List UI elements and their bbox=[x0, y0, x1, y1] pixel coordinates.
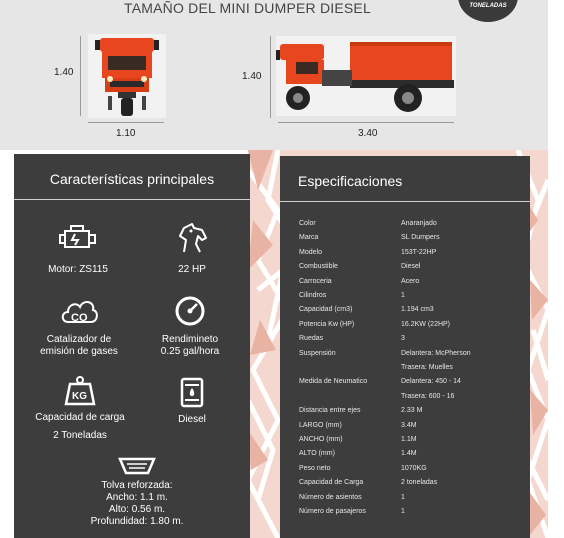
spec-value: 3.4M bbox=[401, 421, 417, 429]
spec-key: ANCHO (mm) bbox=[299, 436, 343, 443]
horse-icon bbox=[174, 222, 210, 254]
spec-value: 2 toneladas bbox=[401, 479, 438, 487]
spec-value: 1 bbox=[401, 292, 405, 299]
spec-key: Potencia Kw (HP) bbox=[299, 320, 355, 328]
spec-key: Cilindros bbox=[299, 292, 327, 299]
fuel-can-icon bbox=[177, 376, 207, 408]
feature-hopper-line1: Tolva reforzada: bbox=[101, 480, 173, 491]
spec-key: Capacidad (cm3) bbox=[299, 306, 353, 314]
co2-cloud-icon bbox=[59, 292, 99, 328]
side-height-line bbox=[270, 36, 271, 118]
spec-key: Carroceria bbox=[299, 277, 332, 285]
spec-key: Distancia entre ejes bbox=[299, 407, 361, 415]
spec-value: 1 bbox=[401, 493, 405, 501]
page-title: TAMAÑO DEL MINI DUMPER DIESEL bbox=[124, 0, 371, 16]
spec-row bbox=[299, 278, 524, 292]
spec-row bbox=[299, 292, 524, 306]
gauge-icon bbox=[173, 294, 207, 326]
spec-key: Color bbox=[299, 220, 316, 227]
spec-value: Diesel bbox=[401, 263, 421, 271]
feature-catalyst-line1: Catalizador de bbox=[46, 334, 112, 345]
spec-key: Número de asientos bbox=[299, 493, 362, 501]
spec-row bbox=[299, 494, 524, 508]
front-width-label: 1.10 bbox=[116, 128, 136, 139]
spec-row bbox=[299, 407, 524, 421]
spec-row bbox=[299, 508, 524, 522]
spec-value: 1 bbox=[401, 508, 405, 515]
feature-motor-label: Motor: ZS115 bbox=[48, 264, 108, 275]
spec-value: 1070KG bbox=[401, 464, 427, 472]
weight-icon bbox=[63, 374, 97, 406]
specs-title-rule bbox=[280, 201, 530, 202]
features-panel bbox=[14, 154, 250, 538]
spec-key: Número de pasajeros bbox=[299, 508, 366, 515]
spec-value: Delantera: McPherson bbox=[401, 349, 471, 357]
spec-row bbox=[299, 465, 524, 479]
spec-value: 153T-22HP bbox=[401, 248, 437, 256]
spec-value: Acero bbox=[401, 277, 420, 285]
side-length-label: 3.40 bbox=[358, 128, 378, 139]
spec-row bbox=[299, 263, 524, 277]
feature-catalyst-line2: emisión de gases bbox=[40, 346, 118, 357]
truck-front-image bbox=[88, 34, 166, 118]
spec-key: Ruedas bbox=[299, 335, 324, 343]
feature-performance-line2: 0.25 gal/hora bbox=[160, 346, 220, 357]
feature-hopper-line4: Profundidad: 1.80 m. bbox=[90, 516, 184, 527]
feature-fuel-label: Diesel bbox=[178, 414, 206, 425]
spec-key: Modelo bbox=[299, 248, 322, 256]
spec-row bbox=[299, 321, 524, 335]
spec-value: 1.1M bbox=[401, 436, 417, 443]
front-width-line bbox=[88, 122, 164, 123]
feature-capacity-line1: Capacidad de carga bbox=[35, 412, 125, 423]
spec-key: Peso neto bbox=[299, 464, 331, 472]
spec-row bbox=[299, 436, 524, 450]
svg-text:CO: CO bbox=[71, 312, 88, 324]
spec-row bbox=[299, 350, 524, 364]
engine-icon bbox=[57, 222, 99, 252]
feature-catalyst bbox=[24, 292, 134, 358]
features-title-rule bbox=[14, 199, 250, 200]
truck-side-image bbox=[276, 36, 456, 116]
spec-row bbox=[299, 479, 524, 493]
side-height-label: 1.40 bbox=[242, 71, 262, 82]
feature-hopper-line3: Alto: 0.56 m. bbox=[108, 504, 166, 515]
spec-row bbox=[299, 306, 524, 320]
spec-row bbox=[299, 234, 524, 248]
spec-row bbox=[299, 422, 524, 436]
spec-row bbox=[299, 249, 524, 263]
spec-value: Anaranjado bbox=[401, 220, 437, 227]
spec-row bbox=[299, 450, 524, 464]
spec-value: 1.194 cm3 bbox=[401, 306, 434, 314]
feature-fuel bbox=[142, 376, 242, 426]
spec-row bbox=[299, 220, 524, 234]
spec-row bbox=[299, 364, 524, 378]
spec-key: Marca bbox=[299, 234, 319, 242]
feature-hp-label: 22 HP bbox=[178, 264, 206, 275]
feature-capacity bbox=[24, 374, 136, 442]
spec-key: Combustible bbox=[299, 263, 338, 271]
svg-text:KG: KG bbox=[72, 391, 87, 402]
spec-value: 3 bbox=[401, 335, 405, 343]
spec-value: 16.2KW (22HP) bbox=[401, 320, 451, 328]
specs-panel bbox=[280, 156, 530, 538]
badge-label: TONELADAS bbox=[469, 3, 507, 9]
spec-row bbox=[299, 378, 524, 392]
feature-performance bbox=[138, 294, 242, 358]
spec-value: Trasera: Muelles bbox=[401, 364, 453, 371]
spec-row bbox=[299, 335, 524, 349]
spec-key: Medida de Neumatico bbox=[299, 378, 368, 386]
side-length-line bbox=[278, 122, 454, 123]
feature-hp bbox=[142, 222, 242, 276]
spec-row bbox=[299, 393, 524, 407]
feature-hopper bbox=[72, 456, 202, 528]
spec-value: 2.33 M bbox=[401, 407, 423, 415]
right-margin bbox=[548, 0, 564, 538]
spec-key: Capacidad de Carga bbox=[299, 479, 364, 487]
spec-key: ALTO (mm) bbox=[299, 450, 335, 458]
spec-key: Suspensión bbox=[299, 349, 336, 357]
spec-value: 1.4M bbox=[401, 450, 417, 458]
spec-value: Delantera: 450 - 14 bbox=[401, 378, 461, 386]
hopper-icon bbox=[117, 456, 157, 476]
front-height-line bbox=[80, 36, 81, 116]
spec-value: SL Dumpers bbox=[401, 234, 440, 242]
spec-key: LARGO (mm) bbox=[299, 421, 342, 429]
feature-capacity-line2: 2 Toneladas bbox=[53, 430, 107, 441]
feature-motor bbox=[28, 222, 128, 276]
specs-title: Especificaciones bbox=[298, 173, 403, 189]
feature-hopper-line2: Ancho: 1.1 m. bbox=[106, 492, 168, 503]
dimensions-section bbox=[0, 0, 548, 150]
feature-performance-line1: Rendimineto bbox=[161, 334, 219, 345]
features-title: Características principales bbox=[49, 171, 215, 187]
front-height-label: 1.40 bbox=[54, 67, 74, 78]
spec-value: Trasera: 600 - 16 bbox=[401, 392, 455, 400]
